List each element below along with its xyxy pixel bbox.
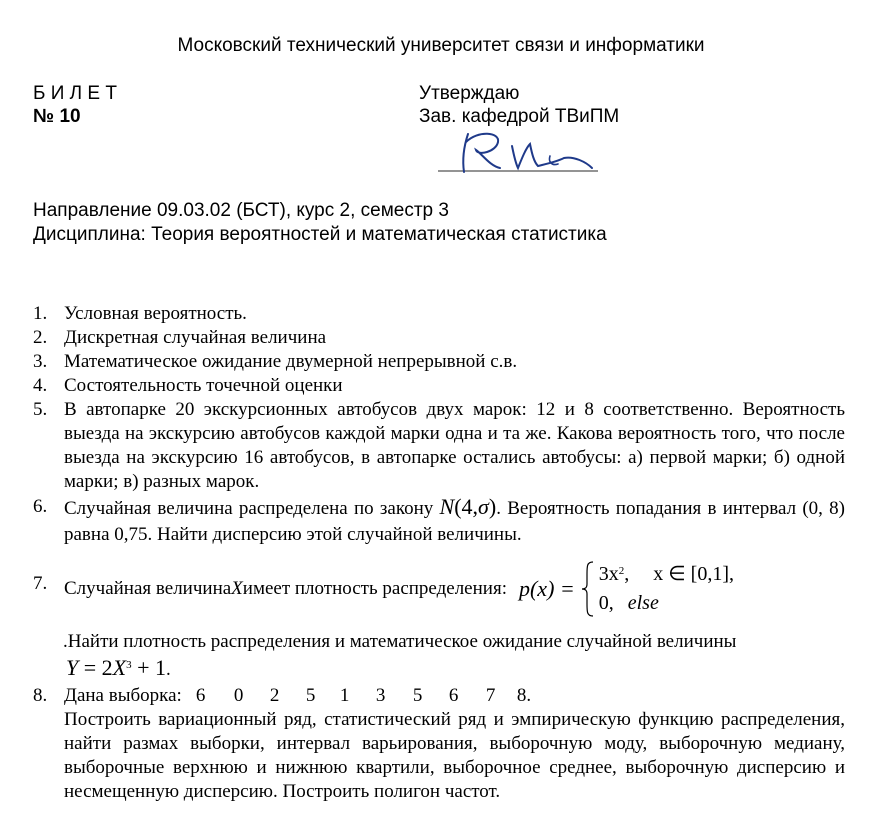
formula-close: ) <box>488 494 497 519</box>
case-expression: 3x <box>598 563 619 585</box>
sample-values <box>196 685 531 706</box>
y-dot: . <box>166 659 171 680</box>
question-text-part: Случайная величина распределена по закону <box>64 498 440 519</box>
piecewise-cases <box>599 560 734 618</box>
question-text: Математическое ожидание двумерной непрерывной с.в. <box>64 351 518 372</box>
question-text <box>64 560 845 684</box>
random-variable-x: X <box>231 578 243 599</box>
question-number: 1. <box>33 303 48 324</box>
question-text: В автопарке 20 экскурсионных автобусов двух марок: 12 и 8 соответственно. Вероятность выезда на экскурсию автобусов каждой марки одна и та же. Какова вероятность того, что после выезда на экскурсию 16 автобусов, в автопарке остались автобусы: а) первой марки; б) одной марки; в) разных марок. <box>64 399 845 492</box>
question-number: 5. <box>33 399 48 420</box>
question-text: Условная вероятность. <box>64 303 247 324</box>
ticket-number: № 10 <box>33 106 81 127</box>
case-row-1: $3x^2$, x ∈ [0,1], <box>598 563 734 585</box>
course-direction: Направление 09.03.02 (БСТ), курс 2, семестр 3 <box>33 200 449 221</box>
question-text-part: имеет плотность распределения: <box>242 578 507 599</box>
question-number: 8. <box>33 685 48 706</box>
question-number: 7. <box>33 573 48 594</box>
question-list <box>33 302 845 804</box>
sample-value: 5 <box>305 685 316 706</box>
question-1 <box>33 302 845 326</box>
sample-value: 7 <box>485 685 496 706</box>
question-number: 6. <box>33 496 48 517</box>
question-8-task: Построить вариационный ряд, статистический ряд и эмпирическую функцию распределения, найти размах выборки, интервал варьирования, выборочную моду, выборочную медиану, выборочные верхнюю и нижнюю квартили, выборочное среднее, выборочную дисперсию и несмещенную дисперсию. Построить полигон частот. <box>64 709 845 802</box>
university-title: Московский технический университет связи и информатики <box>177 35 705 56</box>
y-tail: + 1 <box>131 655 167 680</box>
question-text-part: . Вероятность попадания в интервал (0, 8) равна 0,75. Найти дисперсию этой случайной величины. <box>64 498 845 545</box>
density-formula: p(x) = <box>518 576 575 601</box>
normal-distribution-formula <box>440 494 497 519</box>
question-number: 2. <box>33 327 48 348</box>
formula-sigma: σ <box>478 494 489 519</box>
question-number: 4. <box>33 375 48 396</box>
sample-value: 8. <box>516 685 532 706</box>
question-3 <box>33 350 845 374</box>
sample-value: 6 <box>448 685 459 706</box>
case-row-2 <box>599 589 734 618</box>
question-2 <box>33 326 845 350</box>
question-7-task: .Найти плотность распределения и математическое ожидание случайной величины <box>63 631 737 652</box>
sample-line <box>64 684 845 708</box>
question-8 <box>33 684 845 804</box>
sample-value: 6 <box>195 685 206 706</box>
question-text <box>64 684 845 804</box>
sample-value: 2 <box>269 685 280 706</box>
ticket-label: Б И Л Е Т <box>33 83 117 104</box>
sample-value: 5 <box>412 685 423 706</box>
approval-position: Зав. кафедрой ТВиПМ <box>419 106 620 127</box>
case-exponent: 2 <box>618 565 625 577</box>
course-discipline: Дисциплина: Теория вероятностей и математическая статистика <box>33 224 607 245</box>
question-text: Дискретная случайная величина <box>64 327 327 348</box>
case-condition: else <box>627 592 659 614</box>
y-lhs: Y <box>66 655 79 680</box>
formula-function: N <box>439 494 455 519</box>
question-5 <box>33 398 845 494</box>
approval-label: Утверждаю <box>419 83 520 104</box>
question-text: Состоятельность точечной оценки <box>64 375 343 396</box>
case-expression: 0, <box>598 592 614 614</box>
formula-args: (4, <box>454 494 479 519</box>
signature-image <box>430 128 610 180</box>
y-exponent: 3 <box>126 659 132 671</box>
sample-value: 1 <box>339 685 350 706</box>
y-formula <box>66 654 845 684</box>
case-condition: x ∈ [0,1], <box>653 563 734 585</box>
question-6 <box>33 494 845 548</box>
sample-label: Дана выборка: <box>64 685 182 706</box>
question-7 <box>33 560 845 684</box>
sample-value: 0 <box>233 685 244 706</box>
question-text-part: Случайная величина <box>64 578 232 599</box>
y-eq: = 2 <box>78 655 113 680</box>
question-number: 3. <box>33 351 48 372</box>
question-4 <box>33 374 845 398</box>
y-var: X <box>112 655 127 680</box>
sample-value: 3 <box>375 685 386 706</box>
curly-brace <box>581 560 595 618</box>
question-text <box>64 494 845 548</box>
